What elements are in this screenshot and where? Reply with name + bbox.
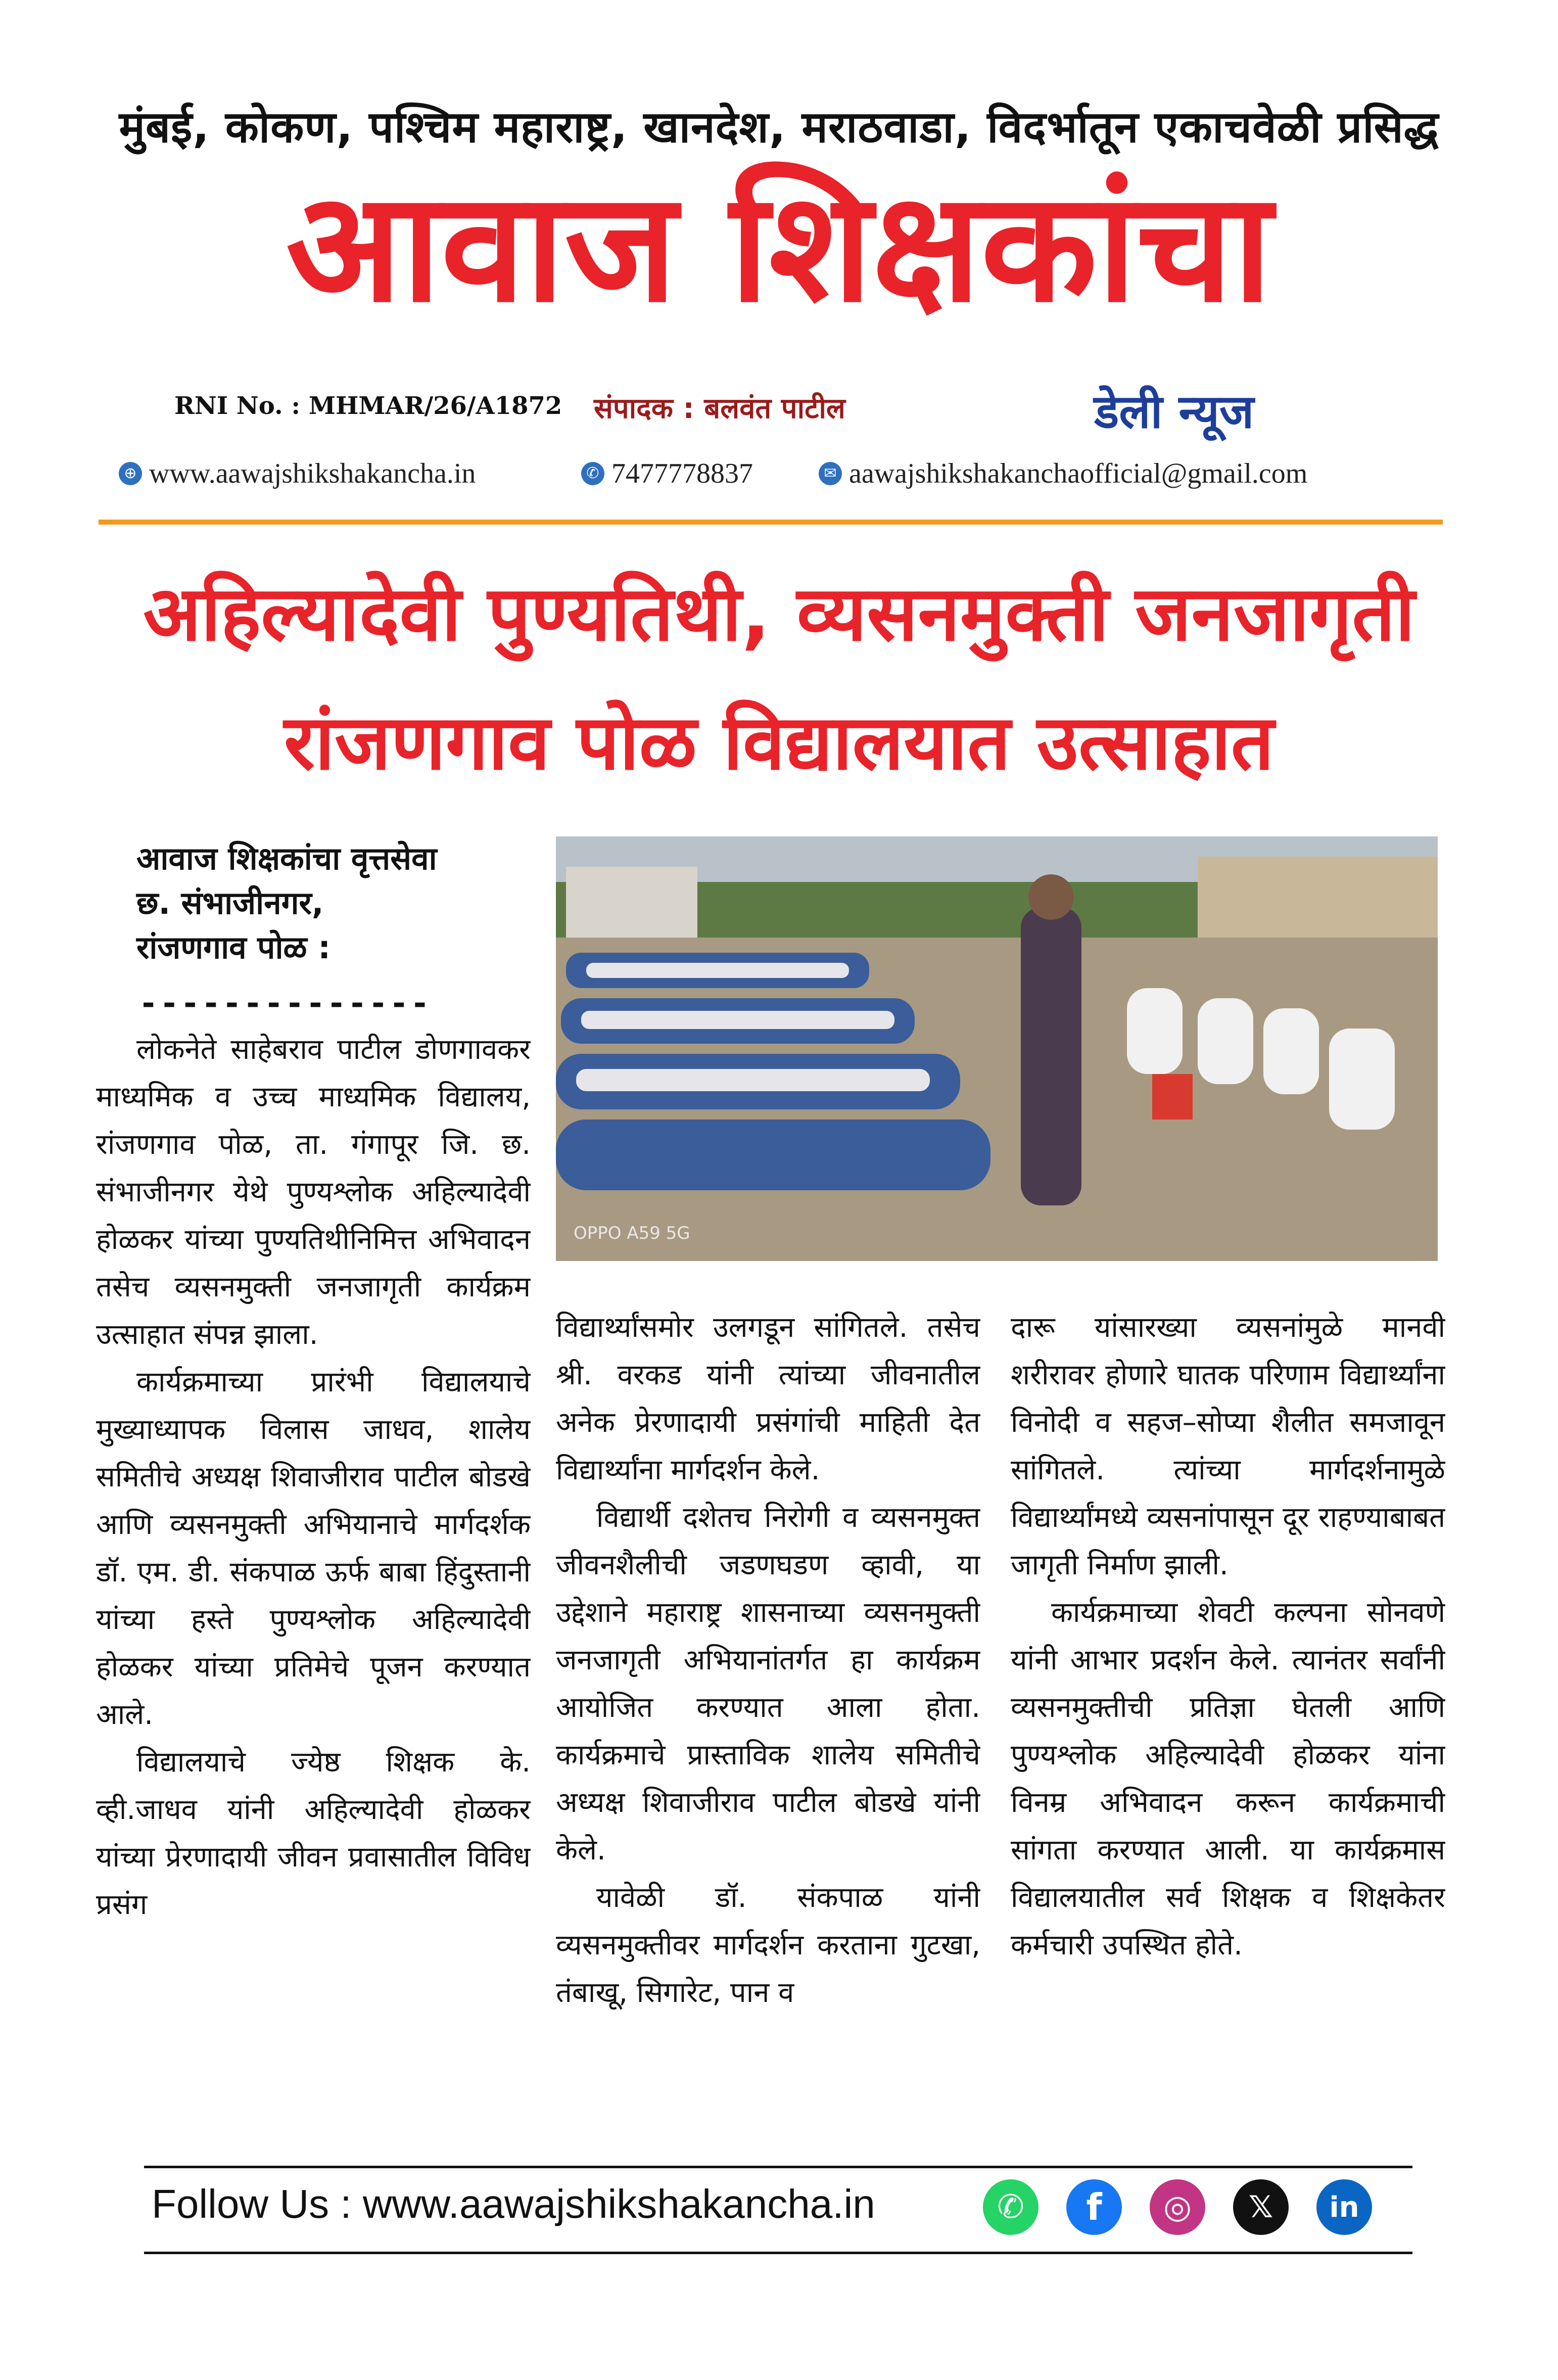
editor-name: संपादक : बलवंत पाटील bbox=[594, 392, 845, 425]
article-column-2 bbox=[556, 1304, 980, 2143]
linkedin-glyph: in bbox=[1329, 2190, 1359, 2224]
headline-primary: अहिल्यादेवी पुण्यतिथी, व्यसनमुक्ती जनजागृती bbox=[143, 570, 1415, 658]
paragraph: लोकनेते साहेबराव पाटील डोणगावकर माध्यमिक व उच्च माध्यमिक विद्यालय, रांजणगाव पोळ, ता. गंगापूर जि. छ. संभाजीनगर येथे पुण्यश्लोक अहिल्यादेवी होळकर यांच्या पुण्यतिथीनिमित्त अभिवादन तसेच व्यसनमुक्ती जनजागृती कार्यक्रम उत्साहात संपन्न झाला. bbox=[96, 1033, 531, 1351]
edition-label: डेली न्यूज bbox=[1094, 385, 1254, 439]
byline-separator: -------------- bbox=[139, 985, 432, 1021]
masthead-title: आवाज शिक्षकांचा bbox=[286, 159, 1272, 336]
paragraph: यावेळी डॉ. संकपाळ यांनी व्यसनमुक्तीवर मार्गदर्शन करताना गुटखा, तंबाखू, सिगारेट, पान व bbox=[556, 1881, 980, 2009]
contact-email[interactable] bbox=[819, 457, 1307, 490]
whatsapp-glyph: ✆ bbox=[997, 2188, 1024, 2226]
x-icon[interactable] bbox=[1233, 2179, 1289, 2235]
x-glyph: 𝕏 bbox=[1248, 2189, 1273, 2225]
facebook-icon[interactable] bbox=[1066, 2179, 1122, 2235]
article-photo bbox=[556, 836, 1438, 1261]
photo-watermark: OPPO A59 5G bbox=[574, 1223, 690, 1243]
phone-text: 7477778837 bbox=[611, 458, 753, 489]
footer-rule-top bbox=[144, 2166, 1412, 2168]
website-text: www.aawajshikshakancha.in bbox=[149, 458, 476, 489]
article-column-3 bbox=[1011, 1304, 1445, 2113]
contact-phone[interactable] bbox=[581, 457, 753, 490]
facebook-glyph: f bbox=[1086, 2186, 1102, 2228]
paragraph: विद्यालयाचे ज्येष्ठ शिक्षक के. व्ही.जाधव यांनी अहिल्यादेवी होळकर यांच्या प्रेरणादायी जीवन प्रवासातील विविध प्रसंग bbox=[96, 1746, 531, 1921]
article-column-1 bbox=[96, 1026, 531, 2092]
event-photo-illustration bbox=[556, 836, 1438, 1261]
email-text: aawajshikshakanchaofficial@gmail.com bbox=[849, 458, 1308, 489]
paragraph: कार्यक्रमाच्या प्रारंभी विद्यालयाचे मुख्याध्यापक विलास जाधव, शालेय समितीचे अध्यक्ष शिवाजीराव पाटील बोडखे आणि व्यसनमुक्ती अभियानाचे मार्गदर्शक डॉ. एम. डी. संकपाळ ऊर्फ बाबा हिंदुस्तानी यांच्या हस्ते पुण्यश्लोक अहिल्यादेवी होळकर यांच्या प्रतिमेचे पूजन करण्यात आले. bbox=[96, 1366, 531, 1731]
byline-place: रांजणगाव पोळ : bbox=[136, 929, 331, 966]
headline-secondary: रांजणगाव पोळ विद्यालयात उत्साहात bbox=[284, 699, 1274, 787]
phone-icon: ✆ bbox=[581, 462, 604, 485]
instagram-glyph: ◎ bbox=[1163, 2188, 1192, 2226]
globe-icon: ⊕ bbox=[119, 462, 142, 485]
paragraph: दारू यांसारख्या व्यसनांमुळे मानवी शरीरावर होणारे घातक परिणाम विद्यार्थ्यांना विनोदी व सहज–सोप्या शैलीत समजावून सांगितले. त्यांच्या मार्गदर्शनामुळे विद्यार्थ्यांमध्ये व्यसनांपासून दूर राहण्याबाबत जागृती निर्माण झाली. bbox=[1011, 1311, 1445, 1581]
paragraph: विद्यार्थी दशेतच निरोगी व व्यसनमुक्त जीवनशैलीची जडणघडण व्हावी, या उद्देशाने महाराष्ट्र शासनाच्या व्यसनमुक्ती जनजागृती अभियानांतर्गत हा कार्यक्रम आयोजित करण्यात आला होता. कार्यक्रमाचे प्रास्ताविक शालेय समितीचे अध्यक्ष शिवाजीराव पाटील बोडखे यांनी केले. bbox=[556, 1501, 980, 1866]
mail-icon: ✉ bbox=[819, 462, 842, 485]
byline-agency: आवाज शिक्षकांचा वृत्तसेवा bbox=[136, 840, 437, 877]
instagram-icon[interactable] bbox=[1150, 2179, 1205, 2235]
byline-city: छ. संभाजीनगर, bbox=[136, 884, 324, 921]
rni-number: RNI No. : MHMAR/26/A1872 bbox=[174, 392, 562, 420]
tagline: मुंबई, कोकण, पश्चिम महाराष्ट्र, खानदेश, मराठवाडा, विदर्भातून एकाचवेळी प्रसिद्ध bbox=[119, 102, 1439, 153]
whatsapp-icon[interactable] bbox=[983, 2179, 1038, 2235]
contact-website[interactable] bbox=[119, 457, 476, 490]
paragraph: कार्यक्रमाच्या शेवटी कल्पना सोनवणे यांनी आभार प्रदर्शन केले. त्यानंतर सर्वांनी व्यसनमुक्तीची प्रतिज्ञा घेतली आणि पुण्यश्लोक अहिल्यादेवी होळकर यांना विनम्र अभिवादन करून कार्यक्रमाची सांगता करण्यात आली. या कार्यक्रमास विद्यालयातील सर्व शिक्षक व शिक्षकेतर कर्मचारी उपस्थित होते. bbox=[1011, 1596, 1445, 1962]
linkedin-icon[interactable] bbox=[1316, 2179, 1372, 2235]
header-divider bbox=[99, 520, 1443, 525]
footer-rule-bottom bbox=[144, 2252, 1412, 2254]
follow-us-link[interactable]: Follow Us : www.aawajshikshakancha.in bbox=[152, 2181, 875, 2226]
byline bbox=[136, 836, 437, 970]
paragraph: विद्यार्थ्यांसमोर उलगडून सांगितले. तसेच श्री. वरकड यांनी त्यांच्या जीवनातील अनेक प्रेरणादायी प्रसंगांची माहिती देत विद्यार्थ्यांना मार्गदर्शन केले. bbox=[556, 1311, 980, 1486]
